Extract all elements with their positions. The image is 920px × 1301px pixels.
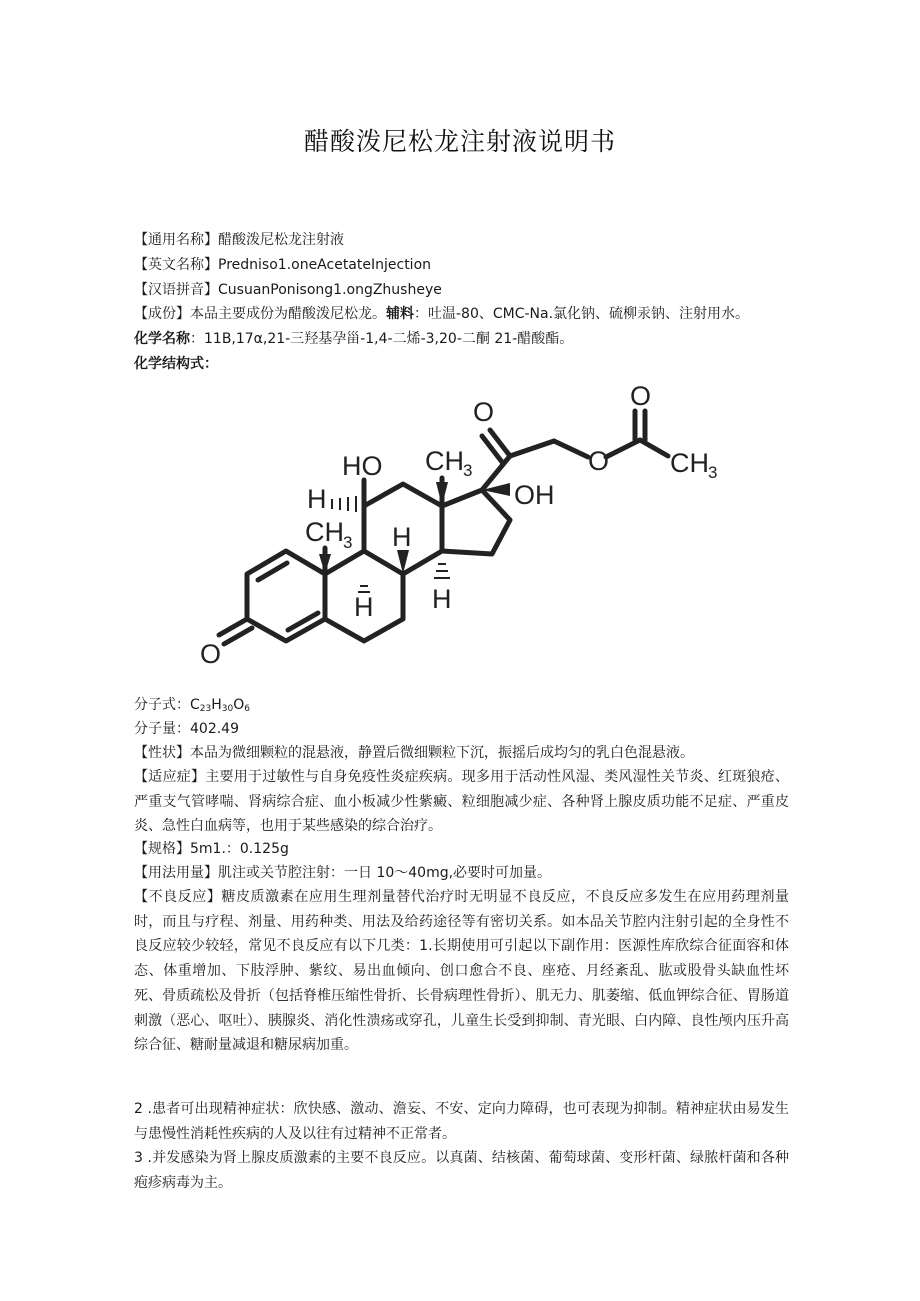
general-name-row — [134, 230, 344, 250]
adverse-reactions-paragraph — [134, 885, 789, 1058]
molecular-weight-row — [134, 719, 239, 739]
specification-label: 【规格】 — [134, 841, 190, 857]
adverse-value: 糖皮质激素在应用生理剂量替代治疗时无明显不良反应，不良反应多发生在应用药理剂量时，而且与疗程、剂量、用药种类、用法及给药途径等有密切关系。如本品关节腔内注射引起的全身性不良反应较少较轻，常见不良反应有以下几类：1.长期使用可引起以下副作用：医源性库欣综合征面容和体态、体重增加、下肢浮肿、紫纹、易出血倾向、创口愈合不良、座疮、月经紊乱、肱或股骨头缺血性坏死、骨质疏松及骨折（包括脊椎压缩性骨折、长骨病理性骨折）、肌无力、肌萎缩、低血钾综合征、胃肠道刺激（恶心、呕吐）、胰腺炎、消化性溃疡或穿孔，儿童生长受到抑制、青光眼、白内障、良性颅内压升高综合征、糖耐量减退和糖尿病加重。 — [134, 889, 790, 1054]
specification-row — [134, 839, 289, 859]
properties-value: 本品为微细颗粒的混悬液，静置后微细颗粒下沉，振摇后成均匀的乳白色混悬液。 — [190, 745, 694, 761]
chemical-name-value: ：11B,17α,21-三羟基孕甾-1,4-二烯-3,20-二酮 21-醋酸酯。 — [190, 331, 574, 347]
formula-h: H — [211, 697, 222, 713]
atom-h-11: H — [307, 484, 327, 514]
excipient-label: 辅料 — [386, 306, 414, 322]
adverse-item-2: 2 .患者可出现精神症状：欣快感、激动、澹妄、不安、定向力障碍，也可表现为抑制。精神症状由易发生与患慢性消耗性疾病的人及以往有过精神不正常者。 — [134, 1101, 789, 1142]
pinyin-name-value: CusuanPonisong1.ongZhusheye — [218, 282, 442, 298]
specification-value: 5m1.：0.125g — [190, 841, 289, 857]
formula-c: C — [190, 697, 200, 713]
chemical-name-row — [134, 329, 573, 349]
c20-c21-bond — [510, 441, 554, 456]
composition-row — [134, 304, 749, 324]
indications-paragraph — [134, 765, 789, 839]
properties-label: 【性状】 — [134, 745, 190, 761]
molecular-weight-value: 402.49 — [190, 721, 239, 737]
dosage-value: 肌注或关节腔注射：一日 10～40mg,必要时可加量。 — [218, 865, 552, 881]
english-name-label: 【英文名称】 — [134, 257, 218, 273]
molecular-formula-row — [134, 695, 250, 719]
pinyin-name-label: 【汉语拼音】 — [134, 282, 218, 298]
indications-value: 主要用于过敏性与自身免疫性炎症疾病。现多用于活动性风湿、类风湿性关节炎、红斑狼疮、严重支气管哮喘、肾病综合症、血小板减少性紫癜、粒细胞减少症、各种肾上腺皮质功能不足症、严重皮炎、急性白血病等，也用于某些感染的综合治疗。 — [134, 769, 790, 835]
molecular-formula-label: 分子式： — [134, 697, 190, 713]
molecular-weight-label: 分子量： — [134, 721, 190, 737]
atom-h-14: H — [432, 584, 452, 614]
atom-ch3-ester: CH — [670, 448, 709, 478]
indications-label: 【适应症】 — [134, 769, 206, 785]
atom-h-8: H — [354, 592, 374, 622]
atom-oh-17: OH — [514, 480, 555, 510]
atom-ch3-18-sub: 3 — [463, 461, 473, 480]
atom-ch3-ester-sub: 3 — [708, 463, 718, 482]
formula-c-count: 23 — [199, 704, 212, 714]
dosage-row — [134, 863, 551, 883]
general-name-label: 【通用名称】 — [134, 232, 218, 248]
formula-o: O — [233, 697, 245, 713]
c21-o-bond — [554, 441, 588, 457]
document-title: 醋酸泼尼松龙注射液说明书 — [303, 127, 616, 156]
adverse-label: 【不良反应】 — [134, 889, 222, 905]
acyl-methyl-bond — [640, 440, 668, 456]
structure-svg — [192, 378, 732, 668]
chemical-structure-diagram — [192, 378, 732, 668]
atom-ch3-19-sub: 3 — [343, 533, 353, 552]
atom-ho-11: HO — [342, 451, 383, 481]
chemical-name-label: 化学名称 — [134, 331, 190, 347]
composition-label: 【成份】 — [134, 306, 190, 322]
atom-o-ester: O — [588, 446, 610, 476]
atom-o-3: O — [200, 639, 222, 668]
excipient-value: ：吐温-80、CMC-Na.氯化钠、硫柳汞钠、注射用水。 — [414, 306, 750, 322]
general-name-value: 醋酸泼尼松龙注射液 — [218, 232, 344, 248]
atom-h-9: H — [392, 522, 412, 552]
formula-o-count: 6 — [244, 704, 250, 714]
properties-row — [134, 743, 694, 763]
structure-label: 化学结构式： — [134, 356, 218, 372]
atom-ch3-19: CH — [305, 517, 344, 547]
dosage-label: 【用法用量】 — [134, 865, 218, 881]
ring-d-bonds — [442, 490, 510, 554]
formula-h-count: 30 — [221, 704, 234, 714]
atom-o-carbonyl: O — [630, 381, 652, 411]
pinyin-name-row — [134, 280, 442, 300]
atom-ch3-18: CH — [425, 446, 464, 476]
composition-value: 本品主要成份为醋酸泼尼松龙。 — [190, 306, 386, 322]
english-name-row — [134, 255, 431, 275]
adverse-item-3: 3 .并发感染为肾上腺皮质激素的主要不良反应。以真菌、结核菌、葡萄球菌、变形杆菌、绿脓杆菌和各种疱疹病毒为主。 — [134, 1150, 789, 1191]
o-acyl-bond — [606, 440, 640, 457]
atom-o-ketone: O — [473, 397, 495, 427]
english-name-value: Predniso1.oneAcetateInjection — [218, 257, 432, 273]
